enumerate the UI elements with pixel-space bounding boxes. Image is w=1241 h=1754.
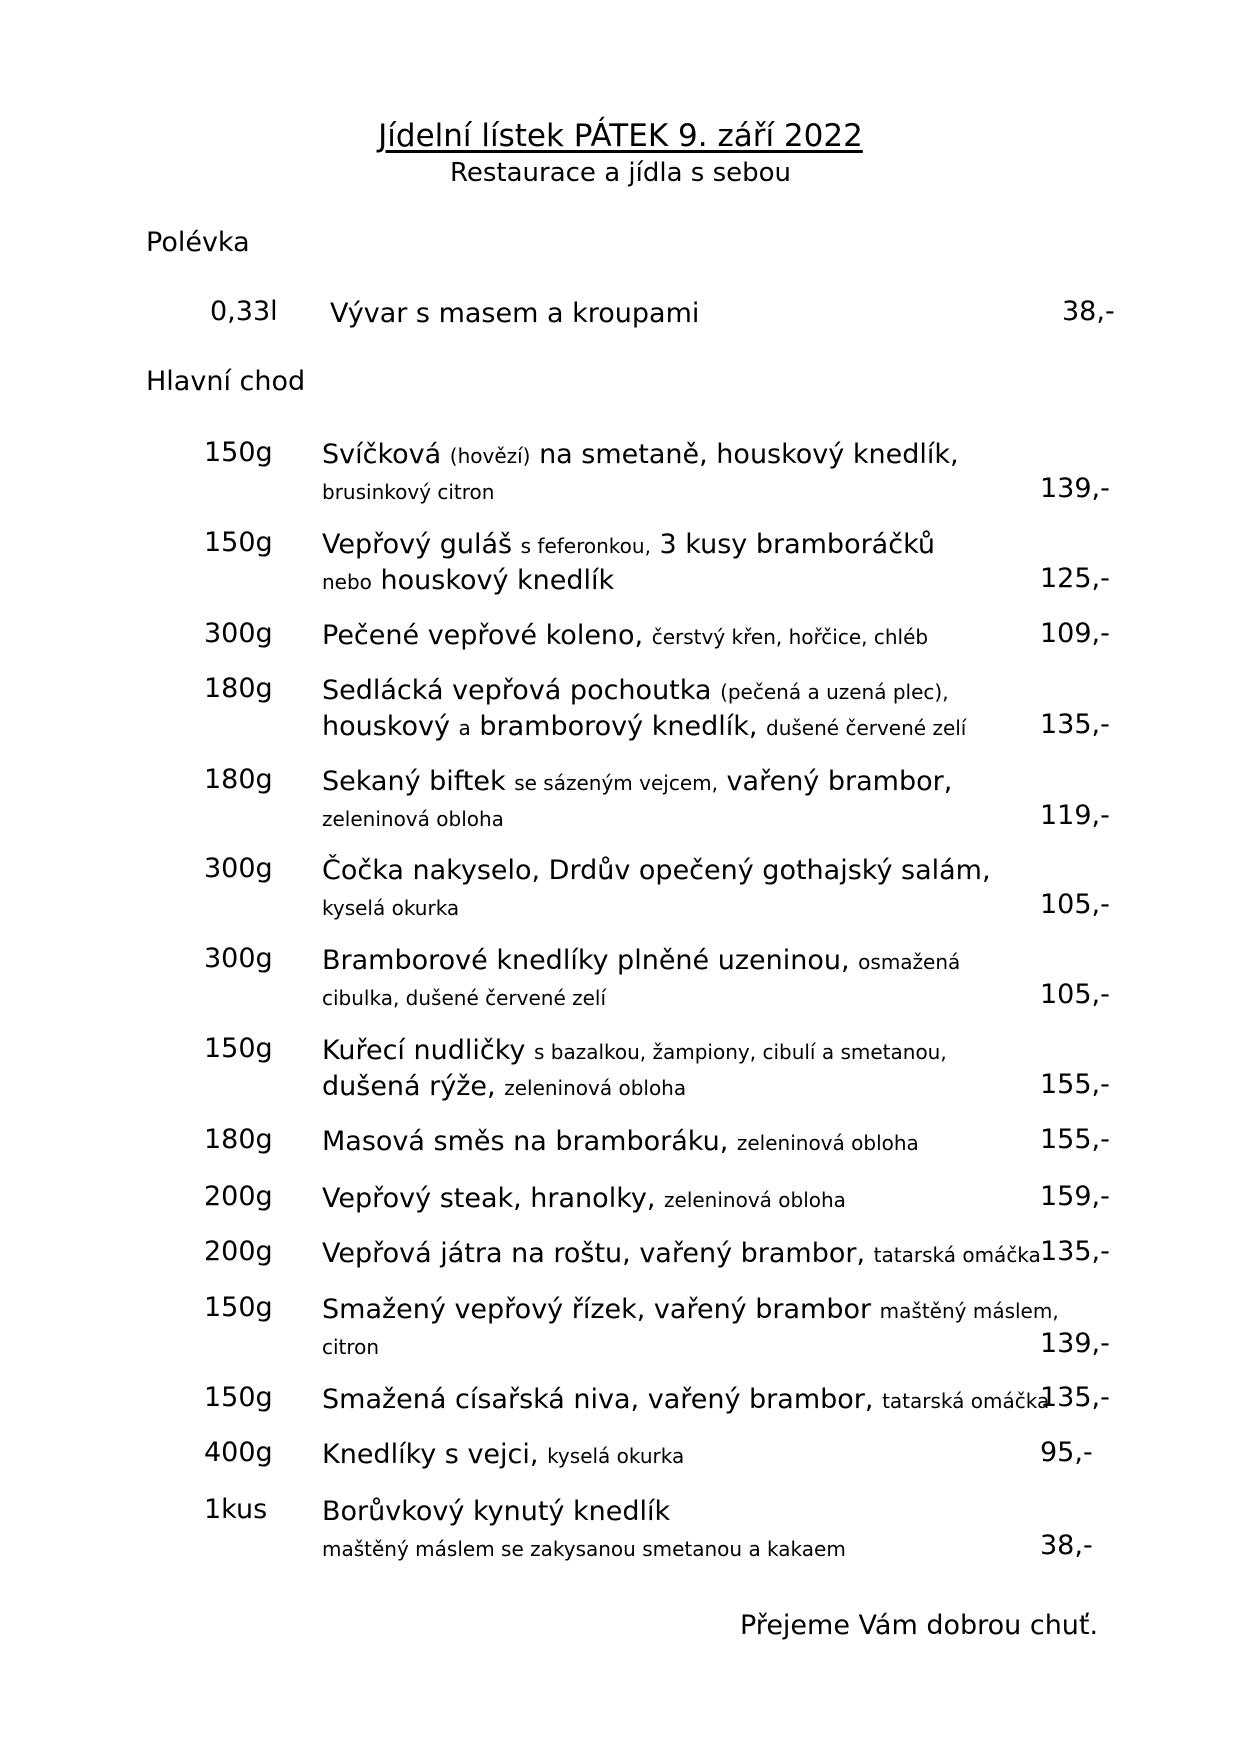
item-description — [322, 618, 1042, 655]
item-description — [322, 1382, 1050, 1419]
item-quantity: 300g — [204, 618, 273, 649]
item-text: Vepřový guláš — [322, 529, 521, 560]
item-text: citron — [322, 1335, 380, 1359]
item-text: 3 kusy bramboráčků — [650, 529, 935, 560]
item-text: Pečené vepřové koleno, — [322, 620, 652, 651]
item-price: 135,- — [1040, 1382, 1110, 1413]
item-line-2 — [322, 1329, 1042, 1364]
closing-wish: Přejeme Vám dobrou chuť. — [740, 1610, 1099, 1641]
item-line-1 — [322, 527, 1042, 564]
item-line-2 — [322, 801, 1042, 836]
item-text: maštěný máslem se zakysanou smetanou a kakaem — [322, 1537, 846, 1561]
item-text: na smetaně, houskový knedlík, — [530, 439, 959, 470]
item-line-2 — [322, 564, 1042, 599]
menu-title: Jídelní lístek PÁTEK 9. září 2022 — [378, 118, 863, 154]
item-text: vařený brambor, — [717, 766, 953, 797]
item-text: Knedlíky s vejci, — [322, 1439, 548, 1470]
item-line-1 — [322, 853, 1042, 890]
item-quantity: 300g — [204, 853, 273, 884]
item-text: tatarská omáčka — [873, 1243, 1041, 1267]
item-price: 139,- — [1040, 473, 1110, 504]
item-quantity: 180g — [204, 673, 273, 704]
item-description — [322, 764, 1042, 836]
item-line-1 — [322, 1236, 1042, 1273]
item-quantity: 180g — [204, 764, 273, 795]
item-quantity: 150g — [204, 1033, 273, 1064]
item-line-1 — [322, 618, 1042, 655]
item-text: kyselá okurka — [547, 1444, 685, 1468]
item-description — [322, 853, 1042, 925]
item-text: bramborový knedlík, — [470, 711, 767, 742]
item-text: Kuřecí nudličky — [322, 1035, 534, 1066]
item-text: cibulka, dušené červené zelí — [322, 986, 607, 1010]
item-line-1 — [322, 1124, 1042, 1161]
item-description — [322, 1181, 1042, 1218]
item-description — [322, 673, 1042, 745]
item-text: Smažený vepřový řízek, vařený brambor — [322, 1294, 880, 1325]
item-quantity: 180g — [204, 1124, 273, 1155]
item-line-2 — [322, 980, 1042, 1015]
item-price: 95,- — [1040, 1437, 1093, 1468]
item-text: (pečená a uzená plec), — [720, 680, 949, 704]
item-price: 125,- — [1040, 563, 1110, 594]
item-price: 135,- — [1040, 709, 1110, 740]
item-text: zeleninová obloha — [736, 1131, 919, 1155]
item-description — [322, 943, 1042, 1015]
item-text: se sázeným vejcem, — [514, 771, 718, 795]
item-text: Vepřový steak, hranolky, — [322, 1183, 665, 1214]
menu-subtitle: Restaurace a jídla s sebou — [449, 158, 792, 188]
item-text: Čočka nakyselo, Drdův opečený gothajský salám, — [322, 855, 991, 886]
item-line-1 — [322, 764, 1042, 801]
item-description — [322, 437, 1042, 509]
item-text: brusinkový citron — [322, 480, 495, 504]
item-line-1 — [322, 1033, 1042, 1070]
item-text: s bazalkou, žampiony, cibulí a smetanou, — [533, 1040, 947, 1064]
item-description — [322, 1494, 1042, 1566]
item-text: zeleninová obloha — [664, 1188, 846, 1212]
item-price: 135,- — [1040, 1236, 1110, 1267]
item-text: Vepřová játra na roštu, vařený brambor, — [322, 1238, 874, 1269]
item-description — [322, 1124, 1042, 1161]
item-text: Bramborové knedlíky plněné uzeninou, — [322, 945, 859, 976]
item-text: Svíčková — [322, 439, 450, 470]
item-line-2 — [322, 710, 1042, 745]
item-line-1 — [322, 1181, 1042, 1218]
item-text: kyselá okurka — [322, 896, 460, 920]
item-text: čerstvý křen, hořčice, chléb — [651, 625, 929, 649]
item-text: Borůvkový kynutý knedlík — [322, 1496, 671, 1527]
item-quantity: 150g — [204, 1292, 273, 1323]
item-price: 139,- — [1040, 1328, 1110, 1359]
item-quantity: 150g — [204, 437, 273, 468]
item-description — [322, 1236, 1042, 1273]
item-price: 38,- — [1062, 296, 1115, 327]
item-text: houskový knedlík — [371, 565, 615, 596]
item-quantity: 200g — [204, 1236, 273, 1267]
item-quantity: 1kus — [204, 1494, 268, 1525]
item-quantity: 150g — [204, 1382, 273, 1413]
item-price: 109,- — [1040, 618, 1110, 649]
item-line-2 — [322, 1531, 1042, 1566]
item-line-1 — [322, 673, 1042, 710]
item-name: Vývar s masem a kroupami — [330, 298, 700, 329]
item-line-2 — [322, 474, 1042, 509]
item-price: 155,- — [1040, 1124, 1110, 1155]
section-main: Hlavní chod — [146, 366, 306, 397]
item-text: maštěný máslem, — [879, 1299, 1059, 1323]
item-quantity: 150g — [204, 527, 273, 558]
item-description — [322, 1292, 1059, 1364]
item-line-2 — [322, 890, 1042, 925]
item-line-1 — [322, 943, 1042, 980]
item-line-1 — [322, 1382, 1050, 1419]
item-quantity: 200g — [204, 1181, 273, 1212]
item-description — [322, 1033, 1042, 1105]
item-price: 105,- — [1040, 979, 1110, 1010]
item-description — [322, 527, 1042, 599]
item-text: nebo — [322, 570, 372, 594]
item-text: s feferonkou, — [520, 534, 651, 558]
item-price: 38,- — [1040, 1530, 1093, 1561]
item-text: a — [458, 716, 471, 740]
item-text: dušené červené zelí — [766, 716, 967, 740]
item-text: Smažená císařská niva, vařený brambor, — [322, 1384, 883, 1415]
item-price: 159,- — [1040, 1181, 1110, 1212]
section-soup: Polévka — [146, 227, 250, 258]
item-line-1 — [322, 1292, 1059, 1329]
item-text: Sekaný biftek — [322, 766, 515, 797]
item-quantity: 400g — [204, 1437, 273, 1468]
item-text: Sedlácká vepřová pochoutka — [322, 675, 721, 706]
item-text: dušená rýže, — [322, 1071, 505, 1102]
item-price: 155,- — [1040, 1069, 1110, 1100]
item-text: zeleninová obloha — [322, 807, 504, 831]
item-line-2 — [322, 1070, 1042, 1105]
item-text: houskový — [322, 711, 459, 742]
item-price: 105,- — [1040, 889, 1110, 920]
item-text: tatarská omáčka — [882, 1389, 1050, 1413]
item-quantity: 0,33l — [210, 296, 278, 327]
item-quantity: 300g — [204, 943, 273, 974]
item-line-1 — [322, 1437, 1042, 1474]
item-text: zeleninová obloha — [504, 1076, 687, 1100]
item-text: Masová směs na bramboráku, — [322, 1126, 737, 1157]
item-line-1 — [322, 1494, 1042, 1531]
item-price: 119,- — [1040, 800, 1110, 831]
item-text: osmažená — [858, 950, 961, 974]
item-line-1 — [322, 437, 1042, 474]
item-text: (hovězí) — [449, 444, 531, 468]
item-description — [322, 1437, 1042, 1474]
